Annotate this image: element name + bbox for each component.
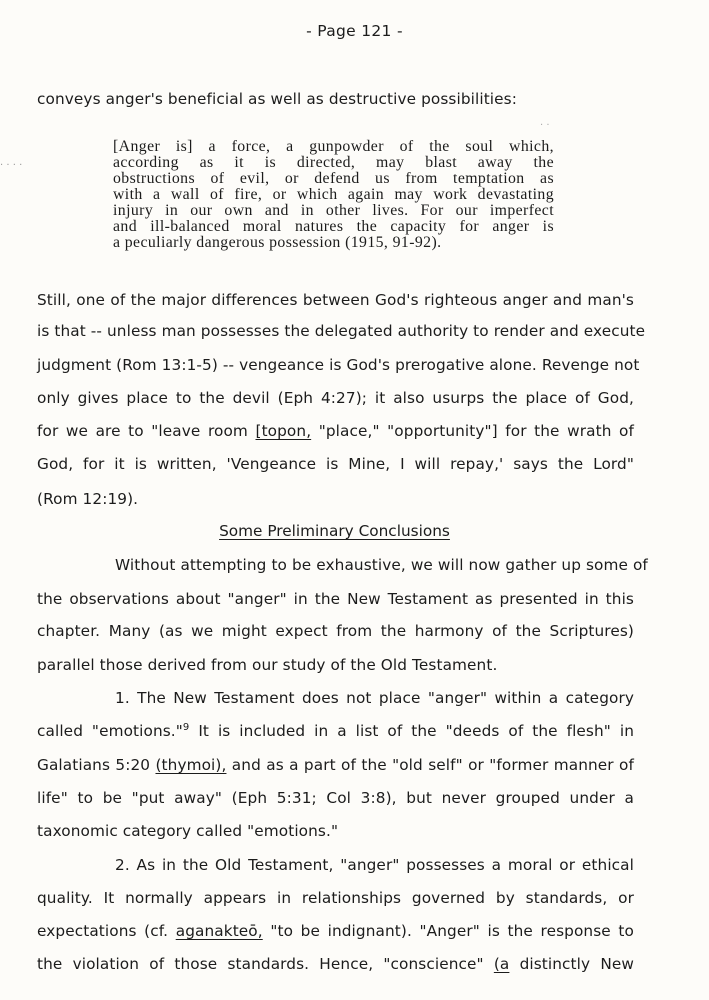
list-item-line: quality. It normally appears in relationships governed by standards, or — [37, 889, 634, 907]
section-heading-text: Some Preliminary Conclusions — [219, 522, 450, 540]
paragraph-line — [37, 422, 634, 440]
paragraph-line: only gives place to the devil (Eph 4:27); it also usurps the place of God, — [37, 389, 634, 407]
underlined-term: aganakteō, — [175, 922, 263, 940]
paragraph-line: (Rom 12:19). — [37, 490, 139, 508]
quote-line: according as it is directed, may blast away the — [113, 154, 554, 171]
text-run: Galatians 5:20 — [37, 756, 156, 774]
underlined-term: (thymoi), — [155, 756, 227, 774]
list-item-line: 2. As in the Old Testament, "anger" possesses a moral or ethical — [115, 856, 634, 874]
paragraph-line: Without attempting to be exhaustive, we will now gather up some of — [115, 556, 648, 574]
paragraph-line: judgment (Rom 13:1-5) -- vengeance is God's prerogative alone. Revenge not — [37, 356, 640, 374]
text-run: the violation of those standards. Hence, "conscience" — [37, 955, 494, 973]
paragraph-line: is that -- unless man possesses the delegated authority to render and execute — [37, 322, 646, 340]
page-number-header: - Page 121 - — [306, 22, 403, 40]
list-item-line: 1. The New Testament does not place "anger" within a category — [115, 689, 634, 707]
quote-line: [Anger is] a force, a gunpowder of the soul which, — [113, 138, 554, 155]
list-item-line: life" to be "put away" (Eph 5:31; Col 3:8), but never grouped under a — [37, 789, 634, 807]
quote-line: and ill-balanced moral natures the capacity for anger is — [113, 218, 554, 235]
scan-artifact-mark: · · — [540, 120, 550, 131]
list-item-line — [37, 756, 634, 774]
quote-line: obstructions of evil, or defend us from temptation as — [113, 170, 554, 187]
paragraph-line: parallel those derived from our study of the Old Testament. — [37, 656, 498, 674]
list-item-line — [37, 722, 634, 740]
paragraph-line: the observations about "anger" in the New Testament as presented in this — [37, 590, 634, 608]
underlined-term: [topon, — [255, 422, 312, 440]
list-item-line — [37, 955, 634, 973]
quote-line: injury in our own and in other lives. For our imperfect — [113, 202, 554, 219]
text-run: "to be indignant). "Anger" is the response to — [262, 922, 634, 940]
text-run: for we are to "leave room — [37, 422, 256, 440]
text-run: and as a part of the "old self" or "former manner of — [226, 756, 634, 774]
scan-artifact-mark: · · · · — [0, 160, 23, 171]
text-run: It is included in a list of the "deeds of the flesh" in — [189, 722, 635, 740]
section-heading — [0, 522, 669, 540]
text-run: expectations (cf. — [37, 922, 176, 940]
underlined-term: (a — [493, 955, 510, 973]
list-item-line — [37, 922, 634, 940]
paragraph-line: Still, one of the major differences between God's righteous anger and man's — [37, 291, 634, 309]
block-quote — [113, 139, 554, 251]
paragraph-line: God, for it is written, 'Vengeance is Mine, I will repay,' says the Lord" — [37, 455, 634, 473]
quote-line: a peculiarly dangerous possession (1915, 91-92). — [113, 234, 442, 251]
text-run: "place," "opportunity"] for the wrath of — [311, 422, 634, 440]
intro-line: conveys anger's beneficial as well as destructive possibilities: — [37, 90, 517, 108]
quote-line: with a wall of fire, or which again may work devastating — [113, 186, 554, 203]
text-run: called "emotions." — [37, 722, 183, 740]
footnote-marker: 9 — [182, 721, 190, 733]
list-item-line: taxonomic category called "emotions." — [37, 822, 339, 840]
text-run: distinctly New — [509, 955, 634, 973]
paragraph-line: chapter. Many (as we might expect from the harmony of the Scriptures) — [37, 622, 634, 640]
